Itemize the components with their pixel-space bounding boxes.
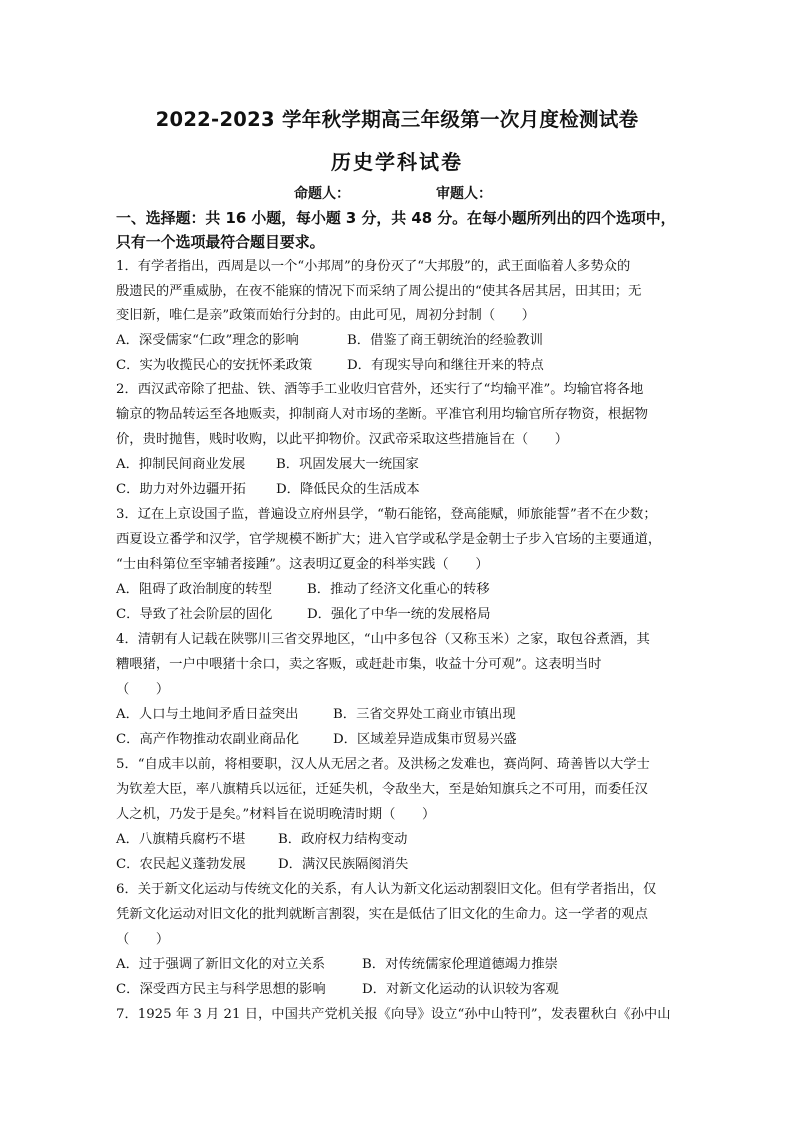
question-4-line-1: 4．清朝有人记载在陕鄂川三省交界地区，“山中多包谷（又称玉米）之家，取包谷煮酒，其 bbox=[116, 632, 650, 647]
question-6-option-b: B．对传统儒家伦理道德竭力推崇 bbox=[362, 957, 558, 972]
question-3-option-c: C．导致了社会阶层的固化 bbox=[116, 607, 273, 622]
question-5-option-b: B．政府权力结构变动 bbox=[278, 832, 408, 847]
question-4-option-b: B．三省交界处工商业市镇出现 bbox=[333, 707, 516, 722]
question-2-option-d: D．降低民众的生活成本 bbox=[276, 482, 420, 497]
question-6-option-a: A．过于强调了新旧文化的对立关系 bbox=[116, 957, 326, 972]
question-3-option-d: D．强化了中华一统的发展格局 bbox=[307, 607, 491, 622]
question-5-option-a: A．八旗精兵腐朽不堪 bbox=[116, 832, 246, 847]
question-5-line-3: 人之机，乃发于是矣。”材料旨在说明晚清时期（ ） bbox=[116, 807, 436, 822]
question-5-line-2: 为钦差大臣，率八旗精兵以远征，迁延失机，令敌坐大，至是始知旗兵之不可用，而委任汉 bbox=[116, 782, 648, 797]
exam-title: 2022-2023 学年秋学期高三年级第一次月度检测试卷 bbox=[155, 108, 639, 131]
question-4-line-3: （ ） bbox=[116, 682, 170, 697]
question-5-option-d: D．满汉民族隔阂消失 bbox=[278, 857, 409, 872]
setter-label: 命题人： bbox=[294, 186, 350, 202]
reviewer-label: 审题人： bbox=[436, 186, 492, 202]
exam-subtitle: 历史学科试卷 bbox=[331, 150, 463, 174]
question-3-line-1: 3．辽在上京设国子监，普遍设立府州县学，“勒石能铭，登高能赋，师旅能誓”者不在少数； bbox=[116, 507, 657, 522]
section-heading-line-2: 只有一个选项最符合题目要求。 bbox=[116, 233, 325, 251]
question-6-option-c: C．深受西方民主与科学思想的影响 bbox=[116, 982, 326, 997]
question-2-option-c: C．助力对外边疆开拓 bbox=[116, 482, 246, 497]
question-6-option-d: D．对新文化运动的认识较为客观 bbox=[362, 982, 559, 997]
question-2-line-1: 2．西汉武帝除了把盐、铁、酒等手工业收归官营外，还实行了“均输平准”。均输官将各地 bbox=[116, 382, 644, 397]
question-6-line-1: 6．关于新文化运动与传统文化的关系，有人认为新文化运动割裂旧文化。但有学者指出，仅 bbox=[116, 882, 657, 897]
question-4-line-2: 糟喂猪，一户中喂猪十余口，卖之客贩，或赶赴市集，收益十分可观”。这表明当时 bbox=[116, 657, 602, 672]
question-7-line-1: 7．1925 年 3 月 21 日，中国共产党机关报《向导》设立“孙中山特刊”，发表瞿秋白《孙中山 bbox=[116, 1007, 671, 1022]
question-4-option-c: C．高产作物推动农副业商品化 bbox=[116, 732, 300, 747]
question-1-option-b: B．借鉴了商王朝统治的经验教训 bbox=[347, 333, 543, 348]
question-1-option-c: C．实为收揽民心的安抚怀柔政策 bbox=[116, 358, 313, 373]
question-1-option-a: A．深受儒家“仁政”理念的影响 bbox=[116, 333, 299, 348]
question-2-line-2: 输京的物品转运至各地贩卖，抑制商人对市场的垄断。平准官利用均输官所存物资，根据物 bbox=[116, 407, 648, 422]
section-heading-line-1: 一、选择题：共 16 小题，每小题 3 分，共 48 分。在每小题所列出的四个选项中， bbox=[116, 209, 676, 227]
question-2-option-b: B．巩固发展大一统国家 bbox=[276, 457, 419, 472]
question-3-line-3: “士由科第位至宰辅者接踵”。这表明辽夏金的科举实践（ ） bbox=[116, 557, 489, 572]
question-5-option-c: C．农民起义蓬勃发展 bbox=[116, 857, 246, 872]
question-3-option-b: B．推动了经济文化重心的转移 bbox=[307, 582, 490, 597]
question-3-line-2: 西夏设立番学和汉学，官学规模不断扩大；进入官学或私学是金朝士子步入官场的主要通道， bbox=[116, 532, 662, 547]
question-1-line-1: 1．有学者指出，西周是以一个“小邦周”的身份灭了“大邦殷”的，武王面临着人多势众的 bbox=[116, 259, 631, 274]
question-2-option-a: A．抑制民间商业发展 bbox=[116, 457, 246, 472]
question-1-option-d: D．有现实导向和继往开来的特点 bbox=[347, 358, 544, 373]
question-2-line-3: 价，贵时抛售，贱时收购，以此平抑物价。汉武帝采取这些措施旨在（ ） bbox=[116, 432, 569, 447]
question-6-line-2: 凭新文化运动对旧文化的批判就断言割裂，实在是低估了旧文化的生命力。这一学者的观点 bbox=[116, 907, 648, 922]
question-3-option-a: A．阻碍了政治制度的转型 bbox=[116, 582, 272, 597]
question-4-option-d: D．区域差异造成集市贸易兴盛 bbox=[333, 732, 517, 747]
question-1-line-2: 殷遗民的严重威胁，在夜不能寐的情况下而采纳了周公提出的“使其各居其居，田其田；无 bbox=[116, 284, 642, 299]
question-6-line-3: （ ） bbox=[116, 932, 170, 947]
question-4-option-a: A．人口与土地间矛盾日益突出 bbox=[116, 707, 299, 722]
question-5-line-1: 5．“自成丰以前，将相要职，汉人从无居之者。及洪杨之发难也，赛尚阿、琦善皆以大学士 bbox=[116, 757, 650, 772]
question-1-line-3: 变旧新，唯仁是亲”政策而始行分封的。由此可见，周初分封制（ ） bbox=[116, 308, 535, 323]
